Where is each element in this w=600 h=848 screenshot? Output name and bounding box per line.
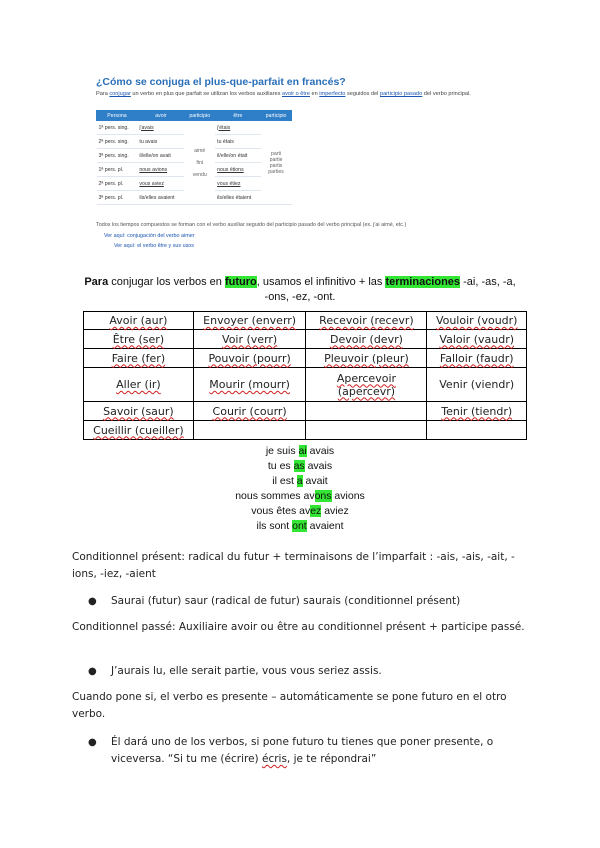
header-participio-1: participio — [184, 111, 215, 121]
table-row: Savoir (saur) Courir (courr) Tenir (tiendr) — [84, 402, 527, 421]
terminaciones-highlight: terminaciones — [385, 276, 461, 288]
table-row: Faire (fer) Pouvoir (pourr) Pleuvoir (pleur) Falloir (faudr) — [84, 349, 527, 368]
participio-avoir-cell: aimé fini vendu — [184, 121, 215, 205]
header-avoir: avoir — [137, 111, 184, 121]
futuro-intro: Para conjugar los verbos en futuro, usamos el infinitivo + las terminaciones -ai, -as, -a, — [84, 276, 516, 288]
screenshot-intro: Para conjugar un verbo en plus que parfait se utilizan los verbos auxiliares avoir o être en imperfecto seguidos del participio pasado del verbo principal. — [96, 91, 471, 97]
screenshot-note-3: Ver aquí: el verbo être y sus usos — [114, 243, 195, 249]
table-row: Aller (ir) Mourir (mourr) Apercevoir (apercevr) Venir (viendr) — [84, 368, 527, 402]
conjugation-line: nous sommes avons avions — [235, 490, 365, 502]
bullet-item: ● J’aurais lu, elle serait partie, vous vous seriez assis. — [88, 663, 528, 680]
link-avoir-etre[interactable]: avoir o être — [281, 91, 310, 97]
screenshot-title: ¿Cómo se conjuga el plus-que-parfait en francés? — [96, 76, 346, 88]
irregular-futur-verbs-table — [83, 311, 527, 440]
conjugation-line: il est a avait — [272, 475, 328, 487]
header-participio-2: participio — [261, 111, 292, 121]
link-imperfecto[interactable]: imperfecto — [319, 91, 346, 97]
plus-que-parfait-table — [96, 110, 292, 205]
bullet-item: ● Saurai (futur) saur (radical de futur) saurais (conditionnel présent) — [88, 593, 528, 610]
table-row: 3ª pers. sing. il/elle/on avait il/elle/on était — [97, 149, 292, 163]
conditionnel-passe-note: Conditionnel passé: Auxiliaire avoir ou être au conditionnel présent + participe passé. — [72, 621, 525, 633]
bullet-dot-icon: ● — [88, 596, 97, 607]
table-row: 2ª pers. sing. tu avais tu étais — [97, 135, 292, 149]
conjugation-line: ils sont ont avaient — [256, 520, 344, 532]
table-row: 1ª pers. pl. nous avions nous étions — [97, 163, 292, 177]
screenshot-note-2: Ver aquí: conjugación del verbo aimer — [104, 233, 195, 239]
bullet-dot-icon: ● — [88, 666, 97, 677]
futuro-intro-line-2: -ons, -ez, -ont. — [264, 291, 336, 303]
table-row: Avoir (aur) Envoyer (enverr) Recevoir (recevr) Vouloir (voudr) — [84, 312, 527, 330]
conjugation-line: tu es as avais — [267, 460, 333, 472]
conditionnel-present-note: Conditionnel présent: radical du futur + terminaisons de l’imparfait : -ais, -ais, -ait, -ions, -iez, -aient — [72, 551, 515, 580]
table-row: 2ª pers. pl. vous aviez vous étiez — [97, 177, 292, 191]
table-row: Cueillir (cueiller) — [84, 421, 527, 440]
table-row: Être (ser) Voir (verr) Devoir (devr) Valoir (vaudr) — [84, 330, 527, 349]
screenshot-note-1: Todos los tiempos compuestos se forman con el verbo auxiliar seguido del participio pasado del verbo principal (ex. j'ai aimé, etc.) — [96, 222, 407, 228]
conjugation-line: vous êtes avez aviez — [251, 505, 349, 517]
table-row: 3ª pers. pl. ils/elles avaient ils/elles étaient — [97, 191, 292, 205]
table-row: 1ª pers. sing. j'avais aimé fini vendu j'étais parti partie partis parties — [97, 121, 292, 135]
participio-etre-cell: parti partie partis parties — [261, 121, 292, 205]
conjugation-line: je suis ai avais — [265, 445, 335, 457]
link-participio[interactable]: participio pasado — [379, 91, 423, 97]
header-persona: Persona — [97, 111, 138, 121]
cuando-note: Cuando pone si, el verbo es presente – automáticamente se pone futuro en el otro verbo. — [72, 691, 507, 720]
bullet-item: ● Él dará uno de los verbos, si pone futuro tu tienes que poner presente, o viceversa. “Si tu me (écrire) écris, je te répondrai” — [88, 736, 494, 765]
futuro-highlight: futuro — [224, 276, 257, 288]
header-etre: être — [215, 111, 261, 121]
link-conjugar[interactable]: conjugar — [109, 91, 131, 97]
bullet-dot-icon: ● — [88, 737, 97, 748]
